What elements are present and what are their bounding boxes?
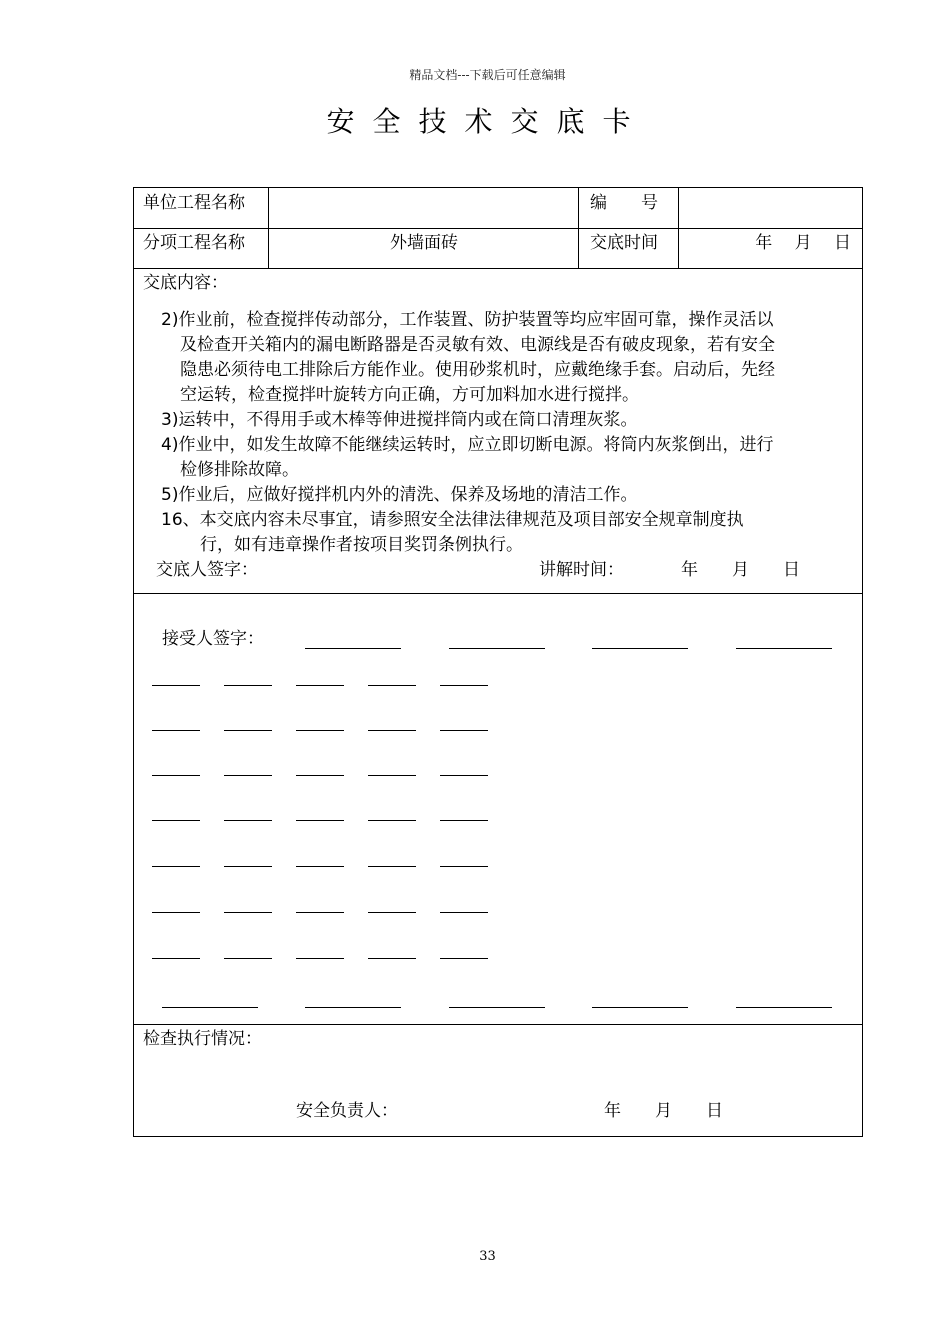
content-line: 3)运转中，不得用手或木棒等伸进搅拌筒内或在筒口清理灰浆。 [161, 410, 638, 430]
signature-blank[interactable] [368, 912, 416, 913]
signature-blank[interactable] [736, 648, 832, 649]
content-line: 5)作业后，应做好搅拌机内外的清洗、保养及场地的清洁工作。 [161, 485, 638, 505]
col-divider [678, 188, 679, 268]
responsible-label: 安全负责人： [296, 1101, 398, 1121]
signature-blank[interactable] [368, 730, 416, 731]
signature-blank[interactable] [368, 958, 416, 959]
signature-blank[interactable] [152, 730, 200, 731]
signature-blank[interactable] [152, 820, 200, 821]
signature-blank[interactable] [440, 775, 488, 776]
date-value[interactable]: 年 月 日 [755, 233, 851, 253]
signature-blank[interactable] [440, 820, 488, 821]
signature-blank[interactable] [162, 1007, 258, 1008]
signature-blank[interactable] [152, 958, 200, 959]
signature-blank[interactable] [368, 775, 416, 776]
signature-blank[interactable] [449, 1007, 545, 1008]
explain-date[interactable]: 年 月 日 [681, 560, 800, 580]
signature-blank[interactable] [152, 866, 200, 867]
explain-time-label: 讲解时间： [539, 560, 624, 580]
row-divider [134, 593, 862, 594]
signature-blank[interactable] [736, 1007, 832, 1008]
signature-blank[interactable] [368, 820, 416, 821]
signature-blank[interactable] [296, 685, 344, 686]
signature-blank[interactable] [440, 912, 488, 913]
signature-blank[interactable] [296, 912, 344, 913]
content-line: 空运转，检查搅拌叶旋转方向正确，方可加料加水进行搅拌。 [180, 385, 639, 405]
signature-blank[interactable] [440, 866, 488, 867]
signature-blank[interactable] [440, 958, 488, 959]
col-divider [268, 188, 269, 268]
signature-blank[interactable] [224, 820, 272, 821]
signature-blank[interactable] [305, 648, 401, 649]
signature-blank[interactable] [368, 866, 416, 867]
signature-blank[interactable] [152, 775, 200, 776]
signature-blank[interactable] [224, 912, 272, 913]
signature-blank[interactable] [449, 648, 545, 649]
page-title: 安全技术交底卡 [326, 105, 649, 138]
row-divider [134, 228, 862, 229]
signature-blank[interactable] [152, 912, 200, 913]
signature-blank[interactable] [224, 685, 272, 686]
signature-blank[interactable] [368, 685, 416, 686]
inspection-date[interactable]: 年 月 日 [604, 1101, 723, 1121]
signature-blank[interactable] [296, 958, 344, 959]
unit-project-label: 单位工程名称 [143, 193, 245, 213]
row-divider [134, 268, 862, 269]
content-heading: 交底内容： [143, 273, 228, 293]
content-line: 16、本交底内容未尽事宜，请参照安全法律法律规范及项目部安全规章制度执 [161, 510, 744, 530]
signature-blank[interactable] [296, 820, 344, 821]
signature-blank[interactable] [305, 1007, 401, 1008]
disclosure-form [133, 187, 863, 1137]
content-line: 4)作业中，如发生故障不能继续运转时，应立即切断电源。将筒内灰浆倒出，进行 [161, 435, 774, 455]
signature-blank[interactable] [440, 685, 488, 686]
signature-blank[interactable] [224, 866, 272, 867]
signature-blank[interactable] [440, 730, 488, 731]
date-label: 交底时间 [590, 233, 658, 253]
signature-blank[interactable] [296, 730, 344, 731]
content-line: 及检查开关箱内的漏电断路器是否灵敏有效、电源线是否有破皮现象，若有安全 [180, 335, 775, 355]
inspection-label: 检查执行情况： [143, 1029, 262, 1049]
receiver-label: 接受人签字： [162, 629, 264, 649]
header-note: 精品文档---下载后可任意编辑 [409, 68, 566, 82]
row-divider [134, 1024, 862, 1025]
content-line: 2)作业前，检查搅拌传动部分，工作装置、防护装置等均应牢固可靠，操作灵活以 [161, 310, 774, 330]
signature-blank[interactable] [296, 775, 344, 776]
number-label: 编 号 [590, 193, 658, 213]
content-line: 检修排除故障。 [180, 460, 299, 480]
signature-blank[interactable] [152, 685, 200, 686]
signature-blank[interactable] [224, 775, 272, 776]
signature-blank[interactable] [296, 866, 344, 867]
sub-project-value[interactable]: 外墙面砖 [390, 233, 458, 253]
signature-blank[interactable] [592, 1007, 688, 1008]
page-number: 33 [479, 1249, 496, 1264]
signature-blank[interactable] [224, 730, 272, 731]
signature-blank[interactable] [224, 958, 272, 959]
content-line: 隐患必须待电工排除后方能作业。使用砂浆机时，应戴绝缘手套。启动后，先经 [180, 360, 775, 380]
content-line: 行，如有违章操作者按项目奖罚条例执行。 [200, 535, 523, 555]
signer-label: 交底人签字： [156, 560, 258, 580]
sub-project-label: 分项工程名称 [143, 233, 245, 253]
signature-blank[interactable] [592, 648, 688, 649]
col-divider [578, 188, 579, 268]
